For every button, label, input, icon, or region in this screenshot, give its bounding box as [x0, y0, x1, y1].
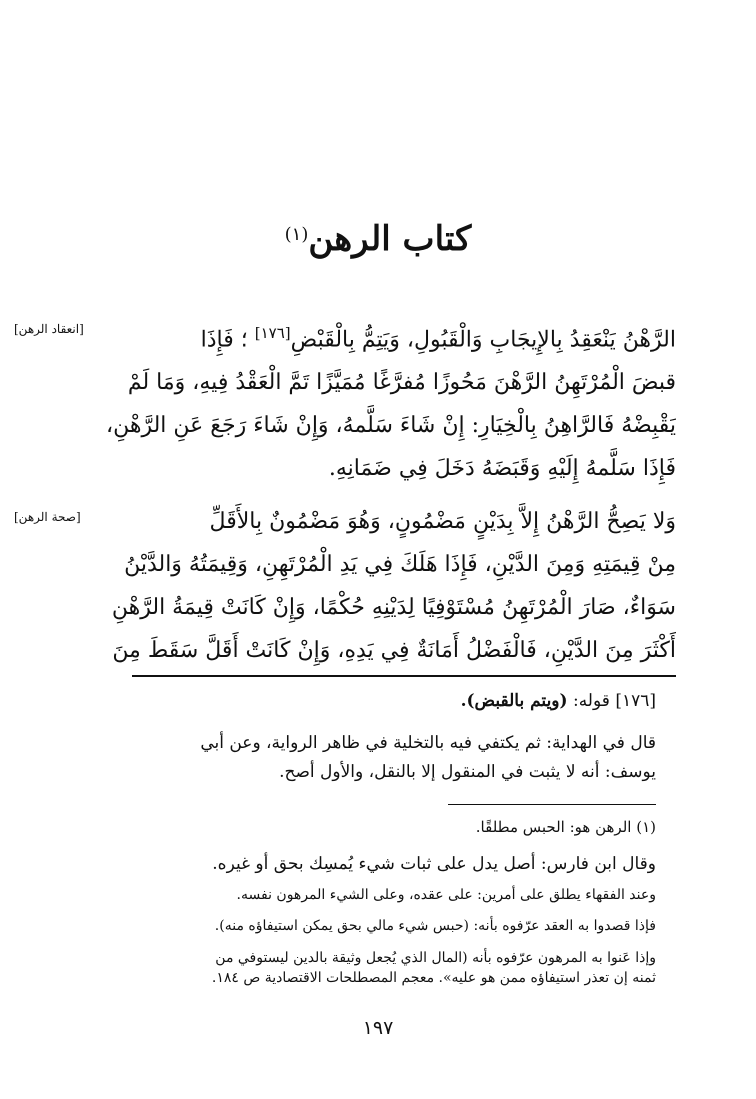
commentary-line: يوسف: أنه لا يثبت في المنقول إلا بالنقل، والأول أصح.: [279, 762, 656, 782]
footnote-1: (١) الرهن هو: الحبس مطلقًا.: [475, 818, 656, 836]
commentary-heading: [96, 686, 656, 716]
paragraph-line: وَلا يَصِحُّ الرَّهْنُ إِلاَّ بِدَيْنٍ مَضْمُونٍ، وَهُوَ مَضْمُونٌ بِالأَقَلِّ: [209, 509, 676, 534]
paragraph-line: فَإِذَا سَلَّمهُ إِلَيْهِ وَقَبَضَهُ دَخَلَ فِي ضَمَانِهِ.: [328, 456, 676, 482]
footnote-line: وإذا عَنوا به المرهون عرّفوه بأنه (المال الذي يُجعل وثيقة بالدين ليستوفي من: [215, 950, 656, 966]
footnote-line: وقال ابن فارس: أصل يدل على ثبات شيء يُمسِك بحق أو غيره.: [212, 854, 656, 874]
footnote-divider: [448, 804, 656, 805]
chapter-title-text: كتاب الرهن: [308, 219, 472, 259]
paragraph-line: مِنْ قِيمَتِهِ وَمِنَ الدَّيْنِ، فَإِذَا هَلَكَ فِي يَدِ الْمُرْتَهِنِ، وَقِيمَتُهُ وَالدَّيْنُ: [124, 552, 676, 577]
paragraph-line: يَقْبِضْهُ فَالرَّاهِنُ بِالْخِيَارِ: إِنْ شَاءَ سَلَّمهُ، وَإِنْ شَاءَ رَجَعَ عَنِ الرَّهْنِ،: [106, 413, 676, 439]
footnote-line: فإذا قصدوا به العقد عرّفوه بأنه: (حبس شيء مالي بحق يمكن استيفاؤه منه).: [214, 918, 656, 934]
paragraph-line: الرَّهْنُ يَنْعَقِدُ بِالإِيجَابِ وَالْقَبُولِ، وَيَتِمُّ بِالْقَبْضِ[١٧٦] ؛ فَإِذَا: [200, 324, 676, 353]
commentary-ref-marker: [١٧٦]: [254, 324, 291, 342]
margin-label-validity: [صحة الرهن]: [14, 510, 81, 524]
page-number: ١٩٧: [362, 1017, 394, 1039]
commentary-lead: قوله:: [572, 691, 610, 711]
margin-label-conclusion: [انعقاد الرهن]: [14, 322, 84, 336]
paragraph-line: سَوَاءٌ، صَارَ الْمُرْتَهِنُ مُسْتَوْفِيًا لِدَيْنِهِ حُكْمًا، وَإِنْ كَانَتْ قِيمَةُ الرَّهْنِ: [111, 595, 676, 620]
paragraph-pledge-validity: [81, 500, 676, 672]
commentary-line: قال في الهداية: ثم يكتفي فيه بالتخلية في ظاهر الرواية، وعن أبي: [200, 733, 656, 753]
footnote-line: ثمنه إن تعذر استيفاؤه ممن هو عليه». معجم المصطلحات الاقتصادية ص ١٨٤.: [211, 970, 656, 986]
commentary-quote: (ويتم بالقبض).: [460, 691, 568, 711]
title-footnote-ref: (١): [284, 224, 309, 245]
paragraph-pledge-conclusion: [81, 312, 676, 490]
footnote-line: وعند الفقهاء يطلق على أمرين: على عقده، وعلى الشيء المرهون نفسه.: [236, 887, 656, 903]
commentary-divider: [132, 675, 676, 677]
commentary-body: [96, 729, 656, 787]
paragraph-line: أَكْثَرَ مِنَ الدَّيْنِ، فَالْفَضْلُ أَمَانَةٌ فِي يَدِهِ، وَإِنْ كَانَتْ أَقَلَّ سَقَطَ مِنَ: [112, 638, 676, 663]
commentary-ref: [١٧٦]: [615, 691, 656, 711]
chapter-title: [0, 214, 756, 264]
paragraph-line: قبضَ الْمُرْتَهِنُ الرَّهْنَ مَحُوزًا مُفرَّغًا مُمَيَّزًا تَمَّ الْعَقْدُ فِيهِ، وَمَا لَمْ: [127, 370, 676, 396]
